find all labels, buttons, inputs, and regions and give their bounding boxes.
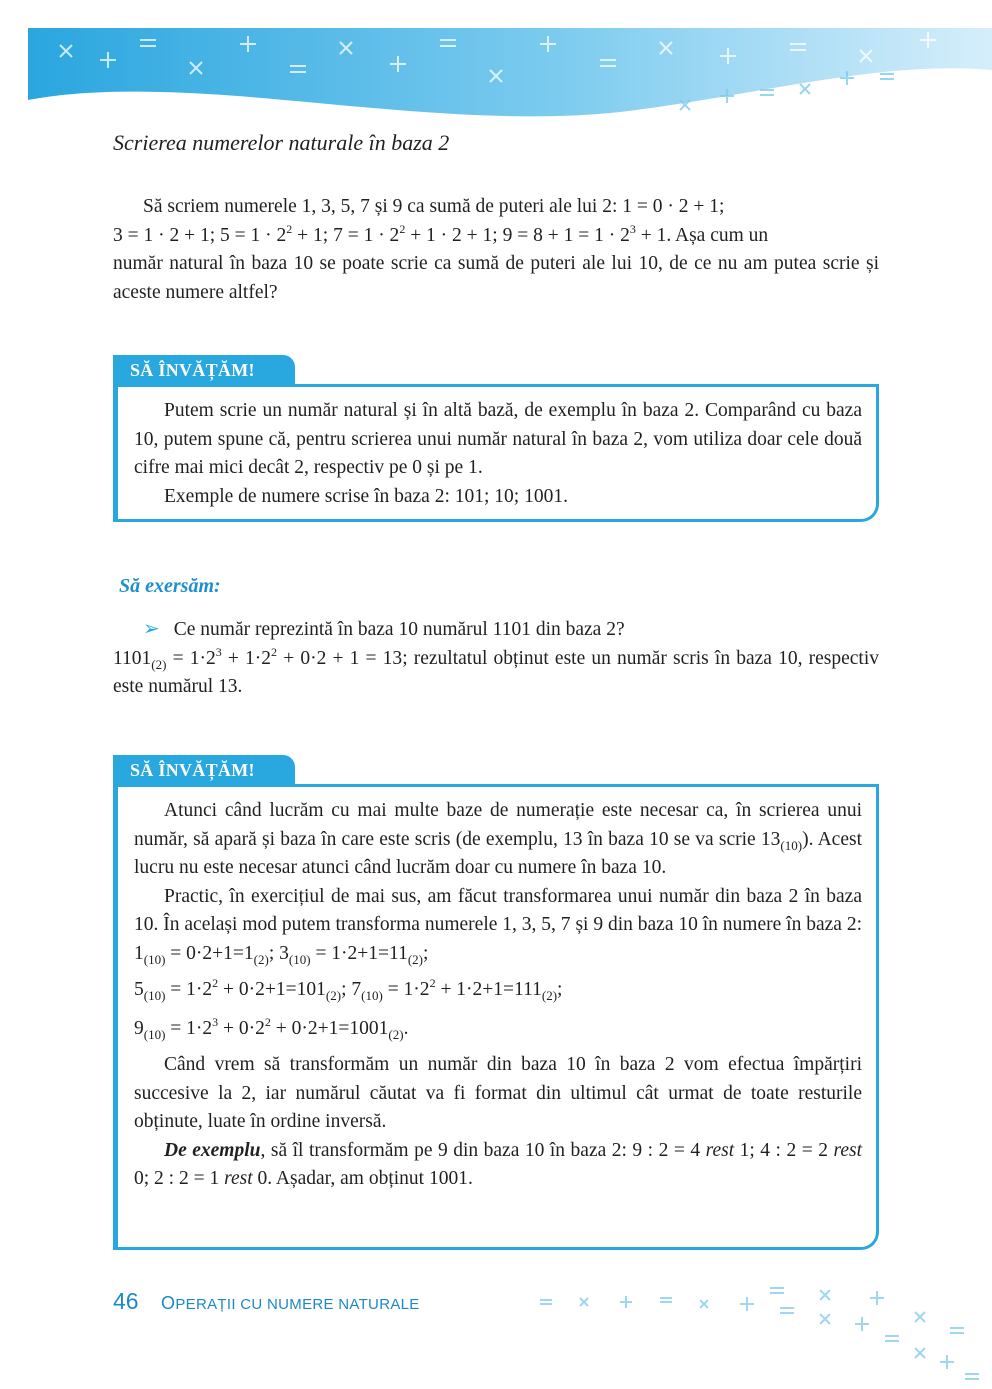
learn1-examples: Exemple de numere scrise în baza 2: 101; 10; 1001. — [164, 485, 568, 507]
intro-line: Să scriem numerele 1, 3, 5, 7 și 9 ca sumă de puteri ale lui 2: 1 = 0 · 2 + 1; — [143, 196, 725, 217]
learn-tab-1: SĂ ÎNVĂȚĂM! — [113, 355, 295, 385]
learn2-equation-5-7: $5_{(10)} = 1\cdot 2^2 + 0\cdot 2+1=101_{(2)}$; $7_{(10)} = 1\cdot 2^2 + 1\cdot 2+1=111_{(2)}$; — [134, 976, 563, 1003]
page-footer — [113, 1288, 420, 1315]
learn-box-1 — [113, 384, 879, 522]
intro-question: număr natural în baza 10 se poate scrie ca sumă de puteri ale lui 10, de ce nu am putea scrie și aceste numere altfel? — [113, 253, 879, 303]
exercise-title: Să exersăm: — [119, 575, 221, 597]
top-math-banner — [0, 0, 992, 140]
learn2-conversion-paragraph: Practic, în exercițiul de mai sus, am făcut transformarea unui număr din baza 2 în baza 10. În același mod putem transforma numerele 1, 3, 5, 7 și 9 din baza 10 în numere în baza 2: $1_{(10)} = 0\cdot 2+1=1_{(2)}$; $3_{(10)} = 1\cdot 2+1=11_{(2)}$; — [134, 885, 862, 967]
intro-paragraph — [113, 193, 879, 307]
exercise-paragraph — [113, 615, 879, 702]
exercise-question: ➢ Ce număr reprezintă în baza 10 numărul 1101 din baza 2? — [143, 618, 625, 640]
learn-box-2 — [113, 784, 879, 1250]
learn2-bases-paragraph: Atunci când lucrăm cu mai multe baze de numerație este necesar ca, în scrierea unui număr, să apară și baza în care este scris (de exemplu, 13 în baza 10 se va scrie $13_{(10)}$). Acest lucru nu este necesar atunci când lucrăm doar cu numere în baza 10. — [134, 800, 862, 878]
section-title: Scrierea numerelor naturale în baza 2 — [113, 130, 450, 155]
intro-powers-line: 3 = 1 · 2 + 1; $5 = 1 \cdot 2^2 + 1$; $7 = 1 \cdot 2^2 + 1 \cdot 2 + 1$; $9 = 8 + 1 = 1 \cdot 2^3 + 1$. Așa cum un — [113, 221, 769, 246]
bottom-math-decoration — [520, 1278, 992, 1389]
learn2-example-paragraph: De exemplu, să îl transformăm pe 9 din baza 10 în baza 2: 9 : 2 = 4 rest 1; 4 : 2 = 2 rest 0; 2 : 2 = 1 rest 0. Așadar, am obținut 1001. — [134, 1139, 862, 1189]
learn-tab-2: SĂ ÎNVĂȚĂM! — [113, 755, 295, 785]
learn1-paragraph: Putem scrie un număr natural și în altă bază, de exemplu în baza 2. Comparând cu baza 10, putem spune că, pentru scrierea unui număr natural în baza 2, vom utiliza doar cele două cifre mai mici decât 2, respectiv pe 0 și pe 1. — [134, 400, 862, 478]
page-number: 46 — [113, 1288, 139, 1314]
chapter-title: OPERAȚII CU NUMERE NATURALE — [161, 1293, 420, 1313]
learn2-equation-9: $9_{(10)} = 1\cdot 2^3 + 0\cdot 2^2 + 0\cdot 2+1=1001_{(2)}$. — [134, 1014, 409, 1042]
exercise-equation: $1101_{(2)} = 1\cdot 2^3 + 1\cdot 2^2 + 0\cdot 2 + 1 = 13$; rezultatul obținut este un număr scris în baza 10, respectiv este numărul 13. — [113, 644, 879, 697]
arrow-bullet-icon: ➢ — [143, 618, 160, 640]
learn2-division-paragraph: Când vrem să transformăm un număr din baza 10 în baza 2 vom efectua împărțiri succesive la 2, iar numărul căutat va fi format din ultimul cât urmat de toate resturile obținute, luate în ordine inversă. — [134, 1054, 862, 1132]
